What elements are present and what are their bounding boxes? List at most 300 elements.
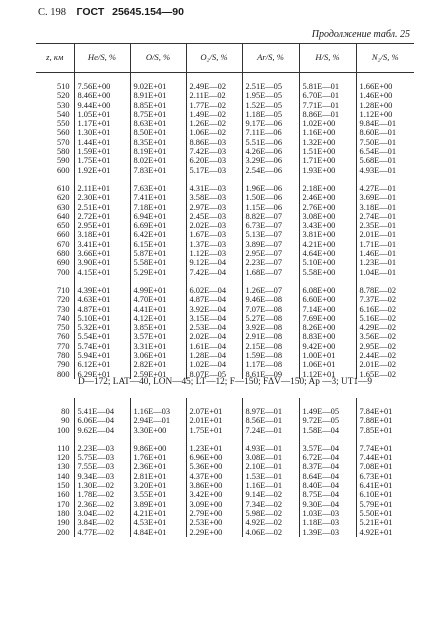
- value-cell: 9.86E+00: [130, 444, 186, 453]
- value-cell: 8.19E+01: [130, 147, 186, 156]
- value-cell: 4.92E+01: [356, 528, 414, 537]
- value-cell: 5.74E+01: [74, 342, 130, 351]
- value-cell: 1.18E—05: [242, 110, 299, 119]
- value-cell: 1.66E+00: [356, 82, 414, 91]
- value-cell: 1.12E+00: [356, 110, 414, 119]
- value-cell: 1.37E—03: [186, 240, 242, 249]
- value-cell: 4.70E+01: [130, 295, 186, 304]
- altitude-cell: 760: [56, 332, 70, 342]
- altitude-cell: 130: [56, 462, 70, 472]
- value-cell: 4.37E+00: [186, 472, 242, 481]
- table-row: [36, 249, 414, 258]
- value-cell: 2.11E+01: [74, 184, 130, 193]
- altitude-cell: 110: [57, 443, 70, 453]
- table-row: [36, 342, 414, 351]
- value-cell: 4.93E—01: [356, 166, 414, 175]
- value-cell: 7.69E+00: [299, 314, 356, 323]
- value-cell: 1.12E—03: [186, 249, 242, 258]
- table-row: [36, 156, 414, 165]
- value-cell: 3.69E—01: [356, 193, 414, 202]
- value-cell: 9.72E—05: [299, 416, 356, 425]
- value-cell: 1.58E—04: [299, 426, 356, 435]
- group-spacer: [36, 73, 414, 83]
- value-cell: 6.41E+01: [356, 481, 414, 490]
- value-cell: 8.50E+01: [130, 128, 186, 137]
- value-cell: 4.87E—04: [186, 295, 242, 304]
- altitude-cell: 690: [56, 258, 70, 268]
- value-cell: 2.36E+01: [130, 462, 186, 471]
- table-row: [36, 82, 414, 91]
- altitude-cell: 720: [56, 295, 70, 305]
- altitude-cell: 700: [56, 267, 70, 277]
- value-cell: 3.56E—02: [356, 332, 414, 341]
- value-cell: 3.42E+00: [186, 490, 242, 499]
- altitude-cell: 100: [56, 425, 70, 435]
- value-cell: 5.10E+01: [74, 314, 130, 323]
- value-cell: 7.37E—02: [356, 295, 414, 304]
- column-header: H/S, %: [299, 44, 356, 73]
- value-cell: 8.35E+01: [130, 138, 186, 147]
- value-cell: 3.31E+01: [130, 342, 186, 351]
- value-cell: 5.21E+01: [356, 518, 414, 527]
- value-cell: 5.51E—06: [242, 138, 299, 147]
- value-cell: 1.30E—02: [74, 481, 130, 490]
- value-cell: 1.00E+01: [299, 351, 356, 360]
- value-cell: 1.03E—03: [299, 509, 356, 518]
- value-cell: 1.50E—06: [242, 193, 299, 202]
- value-cell: 1.67E—03: [186, 230, 242, 239]
- value-cell: 2.95E—07: [242, 249, 299, 258]
- value-cell: 9.84E—01: [356, 119, 414, 128]
- table-row: [36, 500, 414, 509]
- spacer-cell: [36, 175, 74, 184]
- value-cell: 2.81E+01: [130, 472, 186, 481]
- value-cell: 4.26E—06: [242, 147, 299, 156]
- value-cell: 4.53E+01: [130, 518, 186, 527]
- table-row: [36, 240, 414, 249]
- value-cell: 2.15E—08: [242, 342, 299, 351]
- value-cell: 9.46E—08: [242, 295, 299, 304]
- value-cell: 1.78E—02: [74, 490, 130, 499]
- value-cell: 1.52E—05: [242, 101, 299, 110]
- altitude-cell: 630: [56, 202, 70, 212]
- altitude-cell: 520: [56, 91, 70, 101]
- value-cell: 6.15E+01: [130, 240, 186, 249]
- spacer-cell: [74, 398, 130, 407]
- value-cell: 2.11E—02: [186, 91, 242, 100]
- value-cell: 8.61E—09: [242, 370, 299, 379]
- spacer-cell: [130, 175, 186, 184]
- value-cell: 2.46E+00: [299, 193, 356, 202]
- spacer-cell: [356, 277, 414, 286]
- value-cell: 3.86E+00: [186, 481, 242, 490]
- value-cell: 6.10E+01: [356, 490, 414, 499]
- value-cell: 2.97E—03: [186, 203, 242, 212]
- value-cell: 1.17E+01: [74, 119, 130, 128]
- table-row: [36, 360, 414, 369]
- value-cell: 1.61E—04: [186, 342, 242, 351]
- data-table-1: [36, 43, 414, 379]
- value-cell: 5.27E—08: [242, 314, 299, 323]
- column-header: He/S, %: [74, 44, 130, 73]
- value-cell: 5.54E+01: [74, 332, 130, 341]
- value-cell: 5.17E—03: [186, 166, 242, 175]
- group-spacer: [36, 175, 414, 184]
- value-cell: 9.30E—04: [299, 500, 356, 509]
- table-row: [36, 110, 414, 119]
- value-cell: 2.95E+01: [74, 221, 130, 230]
- value-cell: 1.51E+00: [299, 147, 356, 156]
- value-cell: 6.94E+01: [130, 212, 186, 221]
- value-cell: 2.54E—06: [242, 166, 299, 175]
- standard-number: 25645.154—90: [112, 6, 184, 18]
- value-cell: 2.10E—01: [242, 462, 299, 471]
- value-cell: 1.16E—03: [130, 407, 186, 416]
- altitude-cell: 540: [56, 109, 70, 119]
- table-row: [36, 453, 414, 462]
- value-cell: 3.06E+01: [130, 351, 186, 360]
- value-cell: 7.18E+01: [130, 203, 186, 212]
- value-cell: 1.17E—08: [242, 360, 299, 369]
- value-cell: 7.41E+01: [130, 193, 186, 202]
- column-header: Ar/S, %: [242, 44, 299, 73]
- table-row: [36, 509, 414, 518]
- altitude-cell: 190: [56, 518, 70, 528]
- spacer-cell: [186, 73, 242, 83]
- value-cell: 1.06E+01: [299, 360, 356, 369]
- value-cell: 7.44E+01: [356, 453, 414, 462]
- table-row: [36, 212, 414, 221]
- altitude-cell: 90: [61, 416, 70, 426]
- value-cell: 3.58E—03: [186, 193, 242, 202]
- value-cell: 1.26E—07: [242, 286, 299, 295]
- value-cell: 5.41E—04: [74, 407, 130, 416]
- value-cell: 8.37E—04: [299, 462, 356, 471]
- value-cell: 2.82E+01: [130, 360, 186, 369]
- value-cell: 9.44E+00: [74, 101, 130, 110]
- value-cell: 9.42E+00: [299, 342, 356, 351]
- gost-label: ГОСТ: [76, 6, 105, 18]
- value-cell: 4.12E+01: [130, 314, 186, 323]
- table-row: [36, 462, 414, 471]
- value-cell: 7.55E—03: [74, 462, 130, 471]
- altitude-cell: 710: [56, 285, 70, 295]
- value-cell: 1.23E—01: [356, 258, 414, 267]
- value-cell: 1.53E—01: [242, 472, 299, 481]
- table-row: [36, 258, 414, 267]
- altitude-cell: 650: [56, 221, 70, 231]
- page-header: [38, 6, 184, 18]
- value-cell: 6.60E+00: [299, 295, 356, 304]
- value-cell: 5.58E+01: [130, 258, 186, 267]
- value-cell: 9.17E—06: [242, 119, 299, 128]
- value-cell: 3.30E+00: [130, 426, 186, 435]
- value-cell: 5.10E+00: [299, 258, 356, 267]
- group-spacer: [36, 398, 414, 407]
- value-cell: 1.77E—02: [186, 101, 242, 110]
- value-cell: 2.79E+00: [186, 509, 242, 518]
- value-cell: 3.89E—07: [242, 240, 299, 249]
- value-cell: 5.16E—02: [356, 314, 414, 323]
- value-cell: 1.04E—01: [356, 268, 414, 277]
- value-cell: 3.57E+01: [130, 332, 186, 341]
- spacer-cell: [299, 277, 356, 286]
- value-cell: 6.96E+00: [186, 453, 242, 462]
- spacer-cell: [186, 398, 242, 407]
- data-table-2: [36, 398, 414, 537]
- value-cell: 2.74E—01: [356, 212, 414, 221]
- value-cell: 2.02E—04: [186, 332, 242, 341]
- table-row: [36, 230, 414, 239]
- value-cell: 3.66E+01: [74, 249, 130, 258]
- value-cell: 8.07E—05: [186, 370, 242, 379]
- spacer-cell: [74, 277, 130, 286]
- value-cell: 4.87E+01: [74, 305, 130, 314]
- value-cell: 7.56E+00: [74, 82, 130, 91]
- value-cell: 3.55E+01: [130, 490, 186, 499]
- value-cell: 7.07E—08: [242, 305, 299, 314]
- value-cell: 4.92E—02: [242, 518, 299, 527]
- value-cell: 4.29E—02: [356, 323, 414, 332]
- value-cell: 6.73E+01: [356, 472, 414, 481]
- value-cell: 3.18E+01: [74, 230, 130, 239]
- table-row: [36, 323, 414, 332]
- page-number: С. 198: [38, 7, 67, 18]
- altitude-cell: 750: [56, 323, 70, 333]
- spacer-cell: [242, 435, 299, 444]
- altitude-cell: 610: [56, 183, 70, 193]
- table-row: [36, 528, 414, 537]
- value-cell: 8.86E—01: [299, 110, 356, 119]
- value-cell: 6.72E—04: [299, 453, 356, 462]
- value-cell: 1.02E+00: [299, 119, 356, 128]
- spacer-cell: [36, 73, 74, 83]
- spacer-cell: [242, 175, 299, 184]
- table-row: [36, 268, 414, 277]
- value-cell: 1.49E—02: [186, 110, 242, 119]
- spacer-cell: [74, 73, 130, 83]
- value-cell: 6.69E+01: [130, 221, 186, 230]
- value-cell: 9.62E—04: [74, 426, 130, 435]
- value-cell: 3.90E+01: [74, 258, 130, 267]
- spacer-cell: [130, 435, 186, 444]
- value-cell: 7.42E—03: [186, 147, 242, 156]
- altitude-cell: 600: [56, 165, 70, 175]
- table-row: [36, 91, 414, 100]
- value-cell: 4.84E+01: [130, 528, 186, 537]
- table-row: [36, 138, 414, 147]
- value-cell: 1.76E+01: [130, 453, 186, 462]
- value-cell: 1.92E+01: [74, 166, 130, 175]
- value-cell: 3.18E—01: [356, 203, 414, 212]
- altitude-cell: 640: [56, 211, 70, 221]
- value-cell: 5.68E—01: [356, 156, 414, 165]
- value-cell: 4.06E—02: [242, 528, 299, 537]
- table-row: [36, 203, 414, 212]
- value-cell: 1.93E+00: [299, 166, 356, 175]
- value-cell: 2.94E—01: [130, 416, 186, 425]
- value-cell: 2.49E—02: [186, 82, 242, 91]
- value-cell: 5.50E+01: [356, 509, 414, 518]
- altitude-cell: 590: [56, 156, 70, 166]
- column-header: O/S, %: [130, 44, 186, 73]
- value-cell: 3.84E—02: [74, 518, 130, 527]
- value-cell: 7.83E+01: [130, 166, 186, 175]
- altitude-cell: 200: [56, 527, 70, 537]
- value-cell: 4.41E+01: [130, 305, 186, 314]
- value-cell: 2.53E+00: [186, 518, 242, 527]
- value-cell: 2.45E—03: [186, 212, 242, 221]
- value-cell: 6.54E—01: [356, 147, 414, 156]
- value-cell: 4.99E+01: [130, 286, 186, 295]
- value-cell: 2.35E—01: [356, 221, 414, 230]
- value-cell: 5.13E—07: [242, 230, 299, 239]
- value-cell: 5.29E+01: [130, 268, 186, 277]
- value-cell: 7.74E+01: [356, 444, 414, 453]
- value-cell: 2.23E—07: [242, 258, 299, 267]
- value-cell: 3.09E+00: [186, 500, 242, 509]
- altitude-cell: 560: [56, 128, 70, 138]
- value-cell: 6.02E—04: [186, 286, 242, 295]
- spacer-cell: [242, 73, 299, 83]
- value-cell: 1.23E+01: [186, 444, 242, 453]
- value-cell: 8.78E—02: [356, 286, 414, 295]
- value-cell: 8.02E+01: [130, 156, 186, 165]
- altitude-cell: 730: [56, 304, 70, 314]
- spacer-cell: [242, 277, 299, 286]
- value-cell: 7.42E—04: [186, 268, 242, 277]
- altitude-cell: 180: [56, 508, 70, 518]
- value-cell: 8.82E—07: [242, 212, 299, 221]
- value-cell: 2.36E—02: [74, 500, 130, 509]
- value-cell: 8.26E+00: [299, 323, 356, 332]
- value-cell: 7.14E+00: [299, 305, 356, 314]
- value-cell: 9.14E—02: [242, 490, 299, 499]
- altitude-cell: 770: [56, 341, 70, 351]
- altitude-cell: 80: [61, 407, 70, 416]
- table-row: [36, 351, 414, 360]
- spacer-cell: [74, 175, 130, 184]
- value-cell: 6.06E—04: [74, 416, 130, 425]
- value-cell: 1.02E—04: [186, 360, 242, 369]
- altitude-cell: 570: [56, 137, 70, 147]
- altitude-cell: 550: [56, 119, 70, 129]
- value-cell: 2.53E—04: [186, 323, 242, 332]
- altitude-cell: 140: [56, 471, 70, 481]
- altitude-cell: 160: [56, 490, 70, 500]
- altitude-cell: 580: [56, 147, 70, 157]
- table-row: [36, 184, 414, 193]
- value-cell: 2.23E—03: [74, 444, 130, 453]
- value-cell: 7.08E+01: [356, 462, 414, 471]
- value-cell: 3.85E+01: [130, 323, 186, 332]
- value-cell: 2.72E+01: [74, 212, 130, 221]
- value-cell: 8.97E—01: [242, 407, 299, 416]
- value-cell: 2.91E—08: [242, 332, 299, 341]
- value-cell: 8.83E+00: [299, 332, 356, 341]
- table-row: [36, 416, 414, 425]
- value-cell: 6.16E—02: [356, 305, 414, 314]
- table-row: [36, 332, 414, 341]
- table-row: [36, 518, 414, 527]
- table-row: [36, 101, 414, 110]
- column-header: N₂/S, %: [356, 44, 414, 73]
- value-cell: 2.76E+00: [299, 203, 356, 212]
- value-cell: 2.07E+01: [186, 407, 242, 416]
- value-cell: 6.20E—03: [186, 156, 242, 165]
- spacer-cell: [356, 435, 414, 444]
- value-cell: 2.95E—02: [356, 342, 414, 351]
- table-row: [36, 119, 414, 128]
- table-row: [36, 286, 414, 295]
- altitude-cell: 780: [56, 351, 70, 361]
- table-row: [36, 128, 414, 137]
- column-header: O₂/S, %: [186, 44, 242, 73]
- value-cell: 5.75E—03: [74, 453, 130, 462]
- value-cell: 3.04E—02: [74, 509, 130, 518]
- table-row: [36, 490, 414, 499]
- value-cell: 5.32E+01: [74, 323, 130, 332]
- table-row: [36, 147, 414, 156]
- value-cell: 4.21E+00: [299, 240, 356, 249]
- value-cell: 8.75E—04: [299, 490, 356, 499]
- spacer-cell: [299, 175, 356, 184]
- spacer-cell: [186, 277, 242, 286]
- altitude-cell: 150: [56, 481, 70, 491]
- altitude-cell: 510: [56, 82, 70, 91]
- value-cell: 2.51E+01: [74, 203, 130, 212]
- value-cell: 3.89E+01: [130, 500, 186, 509]
- column-header: z, км: [36, 44, 74, 73]
- value-cell: 4.39E+01: [74, 286, 130, 295]
- table-row: [36, 426, 414, 435]
- value-cell: 7.63E+01: [130, 184, 186, 193]
- value-cell: 7.24E—01: [242, 426, 299, 435]
- value-cell: 1.71E+00: [299, 156, 356, 165]
- group-spacer: [36, 277, 414, 286]
- table-row: [36, 221, 414, 230]
- value-cell: 8.85E+01: [130, 101, 186, 110]
- value-cell: 1.46E—01: [356, 249, 414, 258]
- value-cell: 2.59E+01: [130, 370, 186, 379]
- value-cell: 3.29E—06: [242, 156, 299, 165]
- value-cell: 7.88E+01: [356, 416, 414, 425]
- altitude-cell: 790: [56, 360, 70, 370]
- table-row: [36, 295, 414, 304]
- value-cell: 5.98E—02: [242, 509, 299, 518]
- value-cell: 6.29E+01: [74, 370, 130, 379]
- value-cell: 2.44E—02: [356, 351, 414, 360]
- spacer-cell: [299, 398, 356, 407]
- value-cell: 2.30E+01: [74, 193, 130, 202]
- value-cell: 5.36E+00: [186, 462, 242, 471]
- value-cell: 6.12E+01: [74, 360, 130, 369]
- value-cell: 9.34E—03: [74, 472, 130, 481]
- value-cell: 1.65E—02: [356, 370, 414, 379]
- spacer-cell: [130, 398, 186, 407]
- value-cell: 9.02E+01: [130, 82, 186, 91]
- value-cell: 3.15E—04: [186, 314, 242, 323]
- value-cell: 1.96E—06: [242, 184, 299, 193]
- value-cell: 5.87E+01: [130, 249, 186, 258]
- value-cell: 3.92E—08: [242, 323, 299, 332]
- value-cell: 2.02E—03: [186, 221, 242, 230]
- value-cell: 2.01E—02: [356, 360, 414, 369]
- spacer-cell: [36, 398, 74, 407]
- value-cell: 7.50E—01: [356, 138, 414, 147]
- table-row: [36, 305, 414, 314]
- value-cell: 2.01E+01: [186, 416, 242, 425]
